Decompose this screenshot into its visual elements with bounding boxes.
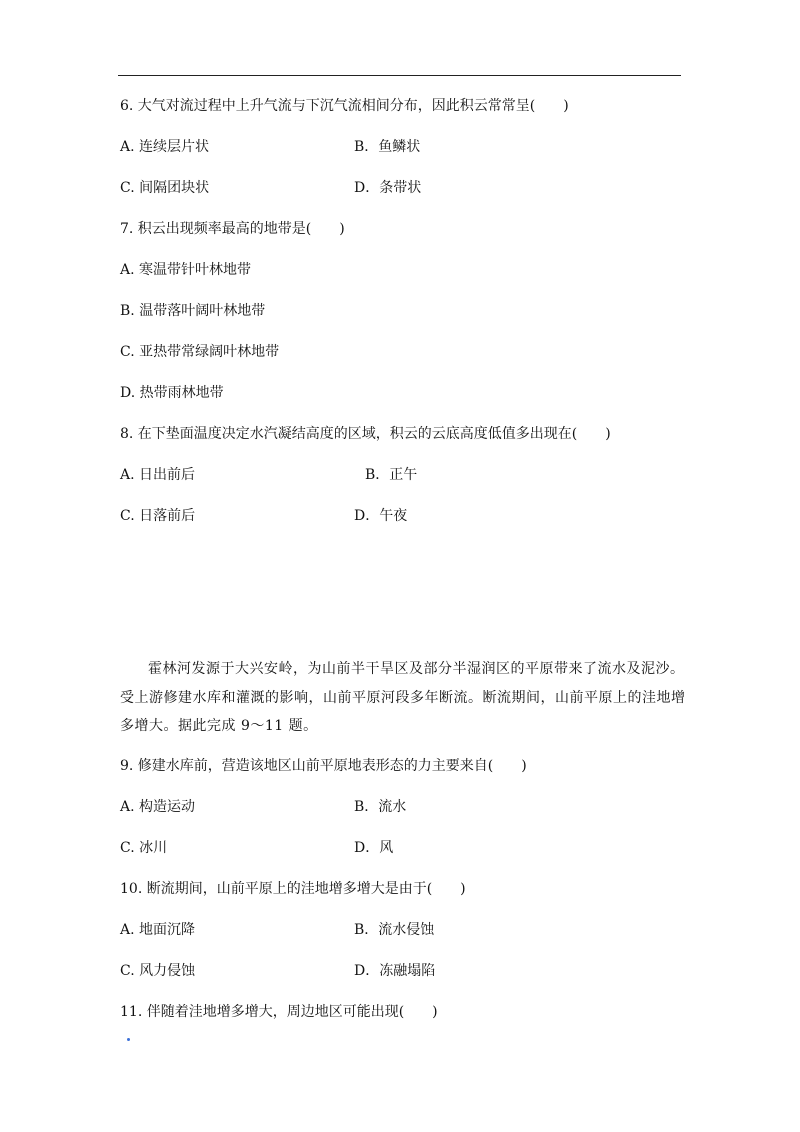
passage-line-1: 霍林河发源于大兴安岭，为山前半干旱区及部分半湿润区的平原带来了流水及泥沙。 xyxy=(148,661,685,677)
question-8-option-a: A. 日出前后 xyxy=(120,467,196,483)
question-9-option-c: C. 冰川 xyxy=(120,840,168,856)
passage-line-2: 受上游修建水库和灌溉的影响，山前平原河段多年断流。断流期间，山前平原上的洼地增 xyxy=(120,690,686,706)
question-8-option-b: B．正午 xyxy=(365,467,418,483)
question-6-option-b: B．鱼鳞状 xyxy=(354,139,421,155)
question-7-option-b: B. 温带落叶阔叶林地带 xyxy=(120,303,266,319)
question-6-stem: 6. 大气对流过程中上升气流与下沉气流相间分布，因此积云常常呈( ) xyxy=(120,98,569,114)
question-7-option-a: A. 寒温带针叶林地带 xyxy=(120,262,252,278)
question-9-option-d: D．风 xyxy=(354,840,394,856)
passage-line-3: 多增大。据此完成 9～11 题。 xyxy=(120,718,318,734)
question-6-option-a: A. 连续层片状 xyxy=(120,139,210,155)
question-10-option-b: B．流水侵蚀 xyxy=(354,922,435,938)
question-6-option-d: D．条带状 xyxy=(354,180,422,196)
question-7-stem: 7. 积云出现频率最高的地带是( ) xyxy=(120,221,345,237)
text-cursor-marker xyxy=(127,1038,130,1041)
question-9-option-b: B．流水 xyxy=(354,799,407,815)
question-10-option-a: A. 地面沉降 xyxy=(120,922,196,938)
question-8-stem: 8. 在下垫面温度决定水汽凝结高度的区域，积云的云底高度低值多出现在( ) xyxy=(120,426,611,442)
question-6-option-c: C. 间隔团块状 xyxy=(120,180,210,196)
header-rule xyxy=(118,75,681,76)
question-10-option-d: D．冻融塌陷 xyxy=(354,963,436,979)
question-9-option-a: A. 构造运动 xyxy=(120,799,196,815)
question-10-stem: 10. 断流期间，山前平原上的洼地增多增大是由于( ) xyxy=(120,881,466,897)
question-7-option-d: D. 热带雨林地带 xyxy=(120,385,224,401)
question-11-stem: 11. 伴随着洼地增多增大，周边地区可能出现( ) xyxy=(120,1004,438,1020)
question-8-option-c: C. 日落前后 xyxy=(120,508,196,524)
question-9-stem: 9. 修建水库前，营造该地区山前平原地表形态的力主要来自( ) xyxy=(120,758,527,774)
question-8-option-d: D．午夜 xyxy=(354,508,408,524)
question-10-option-c: C. 风力侵蚀 xyxy=(120,963,196,979)
question-7-option-c: C. 亚热带常绿阔叶林地带 xyxy=(120,344,280,360)
